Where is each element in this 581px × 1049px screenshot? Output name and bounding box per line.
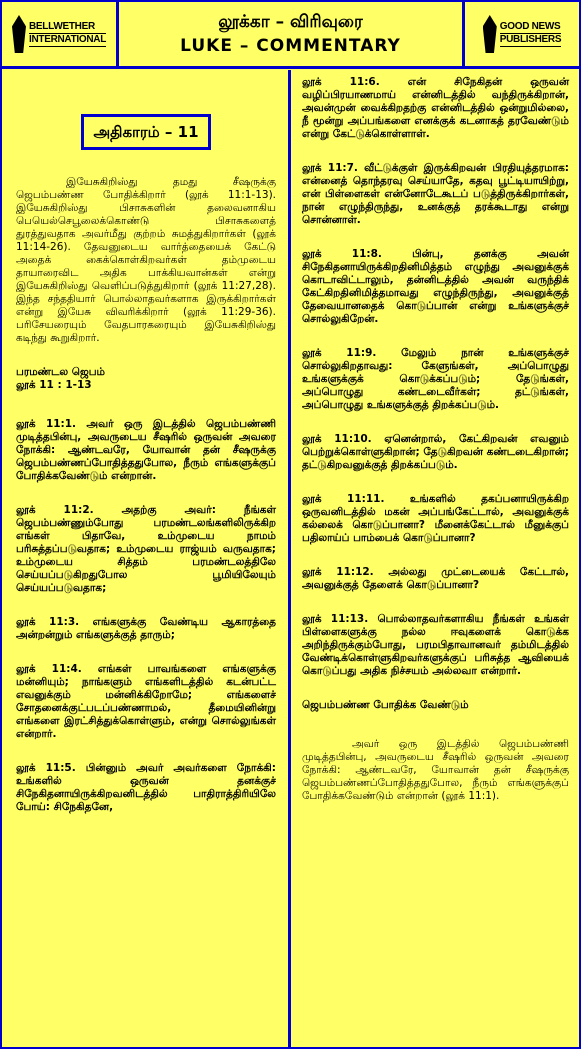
good-news-line1: GOOD NEWS — [499, 21, 561, 32]
verse: லூக் 11:4. எங்கள் பாவங்களை எங்களுக்கு மன்னியும்; நாங்களும் எங்களிடத்தில் கடன்பட்ட எவனுக்கும் மன்னிக்கிறோமே; எங்களைச் சோதனைக்குட்படப்பண்ணாமல், தீமையினின்று எங்களை இரட்சித்துக்கொள்ளும், என்று சொல்லுங்கள் என்றார். — [16, 663, 276, 740]
verse: லூக் 11:9. மேலும் நான் உங்களுக்குச் சொல்லுகிறதாவது: கேளுங்கள், அப்பொழுது உங்களுக்குக் கொடுக்கப்படும்; தேடுங்கள், அப்பொழுது கண்டடைவீர்கள்; தட்டுங்கள், அப்பொழுது உங்களுக்குத் திறக்கப்படும். — [302, 347, 569, 411]
verse: லூக் 11:2. அதற்கு அவர்: நீங்கள் ஜெபம்பண்ணும்போது பரமண்டலங்களிலிருக்கிற எங்கள் பிதாவே, உம்முடைய நாமம் பரிசுத்தப்படுவதாக; உம்முடைய ராஜ்யம் வருவதாக; உம்முடைய சித்தம் பரமண்டலத்திலே செய்யப்படுகிறதுபோல பூமியிலேயும் செய்யப்படுவதாக; — [16, 504, 276, 594]
bellwether-line2: INTERNATIONAL — [28, 34, 107, 45]
bellwether-logo-group — [12, 15, 106, 53]
verse: லூக் 11:1. அவர் ஒரு இடத்தில் ஜெபம்பண்ணி முடித்தபின்பு, அவருடைய சீஷரில் ஒருவன் அவரை நோக்கி: ஆண்டவரே, யோவான் தன் சீஷருக்கு ஜெபம்பண்ணப்போதித்ததுபோல, நீரும் எங்களுக்குப் போதிக்கவேண்டும் என்றான். — [16, 418, 276, 482]
good-news-logo-text — [500, 21, 561, 47]
verse: லூக் 11:8. பின்பு, தனக்கு அவன் சிநேகிதனாயிருக்கிறதினிமித்தம் எழுந்து அவனுக்குக் கொடாவிட்டாலும், தன்னிடத்தில் அவன் வருந்திக் கேட்கிறதினிமித்தமாவது எழுந்திருந்து, அவனுக்குத் தேவையானதைக் கொடுப்பான் என்று உங்களுக்குச் சொல்லுகிறேன். — [302, 248, 569, 325]
left-column — [2, 70, 291, 1047]
title-tamil: லூக்கா – விரிவுரை — [218, 12, 363, 32]
verse: லூக் 11:13. பொல்லாதவர்களாகிய நீங்கள் உங்கள் பிள்ளைகளுக்கு நல்ல ஈவுகளைக் கொடுக்க அறிந்திருக்கும்போது, பரமபிதாவானவர் தம்மிடத்தில் வேண்டிக்கொள்ளுகிறவர்களுக்குப் பரிசுத்த ஆவியைக் கொடுப்பது அதிக நிச்சயம் அல்லவா என்றார். — [302, 613, 569, 677]
verse: லூக் 11:7. வீட்டுக்குள் இருக்கிறவன் பிரதியுத்தரமாக: என்னைத் தொந்தரவு செய்யாதே, கதவு பூட்டியாயிற்று, என் பிள்ளைகள் என்னோடேகூடப் படுத்திருக்கிறார்கள், நான் எழுந்திருந்து, உனக்குத் தரக்கூடாது என்று சொன்னாள். — [302, 162, 569, 226]
verse: லூக் 11:3. எங்களுக்கு வேண்டிய ஆகாரத்தை அன்றன்றும் எங்களுக்குத் தாரும்; — [16, 616, 276, 641]
intro-paragraph: இயேசுகிறிஸ்து தமது சீஷருக்கு ஜெபம்பண்ண போதிக்கிறார் (லூக் 11:1-13). இயேசுகிறிஸ்து பிசாசுகளின் தலைவனாகிய பெயெல்செபூலைக்கொண்டு பிசாசுகளைத் துரத்துவதாக அவர்மீது குற்றம் சுமத்துகிறார்கள் (லூக் 11:14-26). தேவனுடைய வார்த்தையைக் கேட்டு அதைக் கைக்கொள்கிறவர்கள் தம்முடைய தாயாரைவிட அதிக பாக்கியவான்கள் என்று இயேசுகிறிஸ்து வெளிப்படுத்துகிறார் (லூக் 11:27,28). இந்த சந்ததியார் பொல்லாதவர்களாக இருக்கிறார்கள் என்று இயேசு விவரிக்கிறார் (லூக் 11:29-36). பரிசேயரையும் வேதபாரகரையும் இயேசுகிறிஸ்து கடிந்து கூறுகிறார். — [16, 176, 276, 344]
right-column — [291, 70, 579, 1047]
title-block — [119, 2, 462, 66]
good-news-emblem-icon — [483, 15, 497, 53]
verse: லூக் 11:6. என் சிநேகிதன் ஒருவன் வழிப்பிரயாணமாய் என்னிடத்தில் வந்திருக்கிறான், அவன்முன் வைக்கிறதற்கு என்னிடத்தில் ஒன்றுமில்லை, நீ மூன்று அப்பங்களை எனக்குக் கடனாகத் தரவேண்டும் என்று கேட்டுக்கொள்ளாள். — [302, 76, 569, 140]
section-reference: லூக் 11 : 1-13 — [16, 379, 92, 391]
title-english: LUKE – COMMENTARY — [180, 36, 401, 56]
bellwether-logo-text — [29, 21, 106, 47]
verse: லூக் 11:5. பின்னும் அவர் அவர்களை நோக்கி: உங்களில் ஒருவன் தனக்குச் சிநேகிதனாயிருக்கிறவனிடத்தில் பாதிராத்திரியிலே போய்: சிநேகிதனே, — [16, 762, 276, 813]
verse: லூக் 11:11. உங்களில் தகப்பனாயிருக்கிற ஒருவனிடத்தில் மகன் அப்பங்கேட்டால், அவனுக்குக் கல்லைக் கொடுப்பானா? மீனைக்கேட்டால் மீனுக்குப் பதிலாய்ப் பாம்பைக் கொடுப்பானா? — [302, 493, 569, 544]
closing-paragraph: அவர் ஒரு இடத்தில் ஜெபம்பண்ணி முடித்தபின்பு, அவருடைய சீஷரில் ஒருவன் அவரை நோக்கி: ஆண்டவரே, யோவான் தன் சீஷருக்கு ஜெபம்பண்ணப்போதித்ததுபோல, நீரும் எங்களுக்குப் போதிக்கவேண்டும் என்றான் (லூக் 11:1). — [302, 738, 569, 802]
good-news-logo-group — [483, 15, 561, 53]
subheading: ஜெபம்பண்ண போதிக்க வேண்டும் — [302, 699, 469, 711]
bellwether-emblem-icon — [12, 15, 26, 53]
good-news-logo — [462, 2, 579, 66]
bellwether-logo — [2, 2, 119, 66]
bellwether-line1: BELLWETHER — [29, 21, 106, 34]
chapter-heading: அதிகாரம் – 11 — [81, 114, 211, 150]
good-news-line2: PUBLISHERS — [499, 34, 562, 45]
section-title: பரமண்டல ஜெபம் — [16, 366, 105, 378]
verse: லூக் 11:10. ஏனென்றால், கேட்கிறவன் எவனும் பெற்றுக்கொள்ளுகிறான்; தேடுகிறவன் கண்டடைகிறான்; தட்டுகிறவனுக்குத் திறக்கப்படும். — [302, 433, 569, 471]
verse: லூக் 11:12. அல்லது முட்டையைக் கேட்டால், அவனுக்குத் தேளைக் கொடுப்பானா? — [302, 566, 569, 591]
header — [2, 2, 579, 69]
